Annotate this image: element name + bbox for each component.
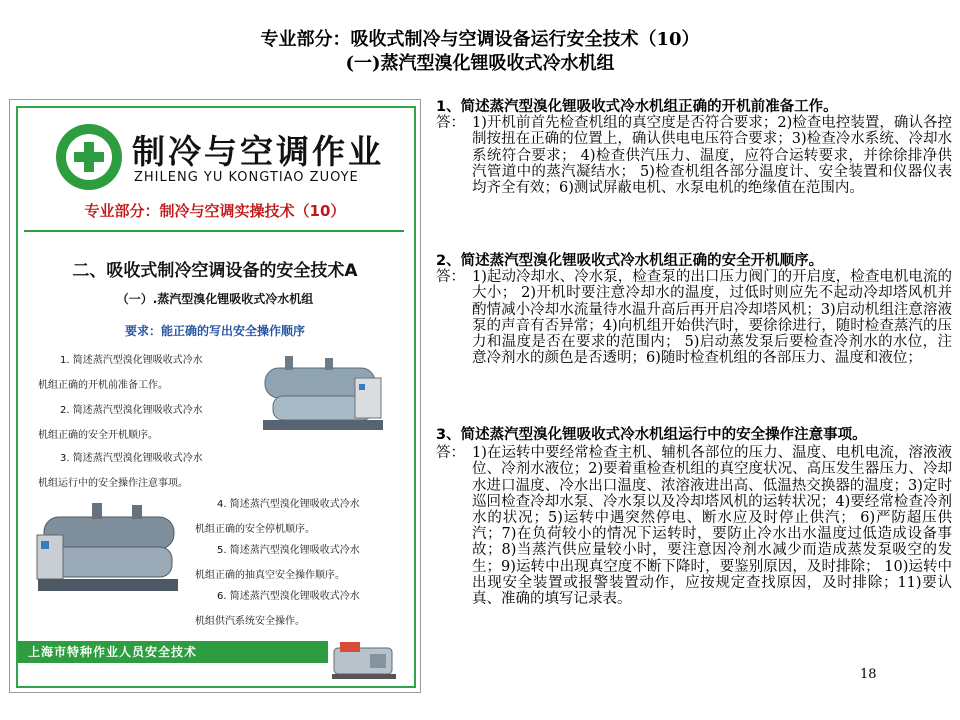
page-number: 18 (860, 667, 877, 682)
list-item-line: 5. 简述蒸汽型溴化锂吸收式冷水 (217, 545, 360, 556)
list-item (38, 398, 248, 448)
qa-block-3 (436, 427, 952, 607)
list-item-line: 1. 简述蒸汽型溴化锂吸收式冷水 (60, 355, 203, 366)
list-item-line: 机组正确的开机前准备工作。 (38, 380, 168, 391)
slide-title-line-1: 专业部分：吸收式制冷与空调设备运行安全技术（10） (260, 29, 700, 50)
list-item (195, 584, 410, 634)
brand-title-en: ZHILENG YU KONGTIAO ZUOYE (134, 170, 359, 185)
list-item-line: 2. 简述蒸汽型溴化锂吸收式冷水 (60, 405, 203, 416)
list-item (38, 446, 248, 496)
brand-title-cn: 制冷与空调作业 (132, 132, 384, 171)
list-item-line: 机组正确的安全开机顺序。 (38, 430, 158, 441)
question-3: 3、简述蒸汽型溴化锂吸收式冷水机组运行中的安全操作注意事项。 (436, 427, 867, 443)
slide-title-line-2: (一)蒸汽型溴化锂吸收式冷水机组 (345, 53, 615, 74)
answer-label: 答： (436, 445, 465, 462)
chiller-unit-small-image (330, 638, 400, 683)
divider (24, 230, 404, 232)
list-item (195, 492, 410, 542)
list-item-line: 机组正确的安全停机顺序。 (195, 524, 315, 535)
requirement-text: 要求：能正确的写出安全操作顺序 (124, 324, 305, 338)
poster-subtitle: 专业部分：制冷与空调实操技术（10） (84, 202, 346, 220)
qa-block-2 (436, 253, 952, 366)
list-item-line: 机组供汽系统安全操作。 (195, 616, 305, 627)
answer-1: 1)开机前首先检查机组的真空度是否符合要求；2)检查电控装置，确认各控制按扭在正确的位置上，确认供电电压符合要求；3)检查冷水系统、冷却水系统符合要求； 4)检查供汽压力、温度，应符合运转要求，并徐徐排净供汽管道中的蒸汽凝结水； 5)检查机组各部分温度计、安全装置和仪器仪表均齐全有效；6)测试屏蔽电机、水泵电机的绝缘值在范围内。 (472, 115, 952, 197)
list-item-line: 4. 简述蒸汽型溴化锂吸收式冷水 (217, 499, 360, 510)
question-2: 2、简述蒸汽型溴化锂吸收式冷水机组正确的安全开机顺序。 (436, 253, 824, 269)
section-title: 二、吸收式制冷空调设备的安全技术A (72, 261, 358, 281)
chiller-machine-image (255, 348, 395, 443)
list-item-line: 机组正确的抽真空安全操作顺序。 (195, 570, 345, 581)
list-item (38, 348, 248, 398)
answer-label: 答： (436, 269, 465, 286)
book-cover-poster (9, 99, 421, 693)
red-cross-logo-icon (56, 124, 122, 190)
list-item-line: 3. 简述蒸汽型溴化锂吸收式冷水 (60, 453, 203, 464)
chiller-machine-image (32, 495, 187, 603)
answer-3: 1)在运转中要经常检查主机、辅机各部位的压力、温度、电机电流，溶液液位、冷剂水液位；2)要着重检查机组的真空度状况、高压发生器压力、冷却水进口温度、冷水出口温度、浓溶液进出高、低温热交换器的温度；3)定时巡回检查冷却水泵、冷水泵以及冷却塔风机的运转状况；4)要经常检查冷剂水的状况；5)运转中遇突然停电、断水应及时停止供汽； 6)严防超压供汽；7)在负荷较小的情况下运转时，要防止冷水出水温度过低造成设备事故；8)当蒸汽供应量较小时，要注意因冷剂水减少而造成蒸发泵吸空的发生；9)运转中出现真空度不断下降时，要鉴别原因，及时排除； 10)运转中出现安全装置或报警装置动作，应按规定查找原因，及时排除；11)要认真、准确的填写记录表。 (472, 445, 952, 608)
qa-block-1 (436, 99, 952, 196)
answer-label: 答： (436, 115, 465, 132)
section-subtitle: （一）.蒸汽型溴化锂吸收式冷水机组 (116, 292, 314, 306)
question-1: 1、简述蒸汽型溴化锂吸收式冷水机组正确的开机前准备工作。 (436, 99, 838, 115)
list-item (195, 538, 410, 588)
poster-footer-banner: 上海市特种作业人员安全技术 (18, 641, 328, 663)
answer-2: 1)起动冷却水、冷水泵，检查泵的出口压力阀门的开启度，检查电机电流的大小； 2)开机时要注意冷却水的温度，过低时则应先不起动冷却塔风机并酌情减小冷却水流量待水温升高后再开启冷却塔风机；3)启动机组注意溶液泵的声音有否异常；4)向机组开始供汽时，要徐徐进行，随时检查蒸汽的压力和温度是否在要求的范围内； 5)启动蒸发泵后要检查冷剂水的水位，注意冷剂水的颜色是否透明；6)随时检查机组的各部压力、温度和液位； (472, 269, 952, 367)
list-item-line: 6. 简述蒸汽型溴化锂吸收式冷水 (217, 591, 360, 602)
list-item-line: 机组运行中的安全操作注意事项。 (38, 478, 188, 489)
